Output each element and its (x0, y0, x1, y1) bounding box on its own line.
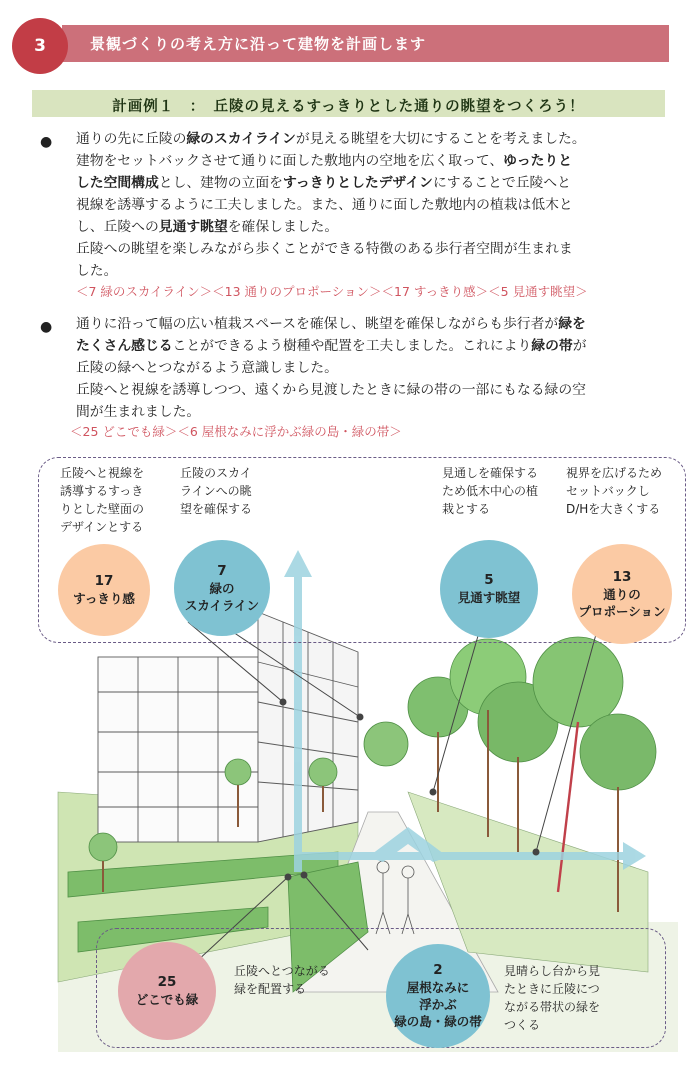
paragraph-line (76, 401, 666, 423)
circle-number: 2 (433, 962, 443, 978)
paragraph-2-tags: ＜25 どこでも緑＞＜6 屋根なみに浮かぶ緑の島・緑の帯＞ (70, 424, 402, 439)
arrow-right-icon (298, 852, 628, 860)
circle-17 (58, 544, 150, 636)
emphasis-text: すっきりとしたデザイン (282, 175, 433, 191)
circle-number: 5 (484, 572, 494, 588)
circle-25 (118, 942, 216, 1040)
circle-13 (572, 544, 672, 644)
emphasis-text: たくさん感じる (76, 338, 173, 354)
circle-number: 13 (612, 568, 632, 585)
circle-label: どこでも緑 (135, 992, 199, 1007)
circle-label: 通りの (603, 586, 641, 602)
circle-label: すっきり感 (73, 591, 135, 606)
section-title: 景観づくりの考え方に沿って建物を計画します (90, 35, 427, 53)
body-text: とし、建物の立面を (158, 175, 283, 191)
building-sketch (98, 612, 358, 842)
paragraph-1-tags: ＜7 緑のスカイライン＞＜13 通りのプロポーション＞＜17 すっきり感＞＜5 見通す眺望＞ (76, 284, 588, 299)
body-text: し、丘陵への (76, 219, 159, 235)
note-line: デザインとする (60, 520, 144, 534)
streetscape-figure (38, 452, 694, 1052)
note-line: 望を確保する (180, 502, 253, 516)
note-line: 見通しを確保する (442, 466, 539, 480)
paragraph-line (76, 194, 666, 216)
section-number-badge: 3 (12, 18, 68, 74)
body-text: 通りに沿って幅の広い植栽スペースを確保し、眺望を確保しながらも歩行者が (76, 316, 559, 332)
note-13 (566, 464, 662, 518)
circle-number: 7 (217, 562, 227, 579)
note-line: 栽とする (442, 502, 491, 516)
circle-number: 25 (157, 974, 177, 990)
note-line: つくる (504, 1018, 541, 1032)
circle-label: スカイライン (184, 597, 260, 613)
paragraph-2 (76, 313, 666, 423)
note-line: 丘陵へとつながる (234, 964, 330, 978)
note-2 (504, 962, 600, 1034)
example-title: 計画例１ ： 丘陵の見えるすっきりとした通りの眺望をつくろう！ (112, 99, 585, 115)
bullet-1: ● (40, 134, 53, 150)
circle-5 (440, 540, 538, 638)
body-text: 通りの先に丘陵の (76, 131, 187, 147)
note-17 (60, 464, 144, 536)
body-text: が (572, 338, 587, 354)
circle-label: 緑の (209, 580, 235, 596)
body-text: 視線を誘導するように工夫しました。また、通りに面した敷地内の植栽は低木と (76, 197, 573, 213)
note-line: 丘陵へと視線を (60, 466, 145, 480)
note-line: ながる帯状の緑を (504, 1000, 601, 1014)
paragraph-line (76, 128, 666, 150)
note-line: りとした壁面の (60, 502, 145, 516)
body-text: 丘陵へと視線を誘導しつつ、遠くから見渡したときに緑の帯の一部にもなる緑の空 (76, 382, 586, 398)
note-line: 丘陵のスカイ (180, 466, 252, 480)
paragraph-line (76, 379, 666, 401)
arrow-right-icon-head (623, 842, 646, 870)
circle-label: 緑の島・緑の帯 (394, 1014, 482, 1029)
paragraph-line (76, 216, 666, 238)
emphasis-text: 緑を (558, 316, 586, 332)
note-line: ため低木中心の植 (442, 484, 539, 498)
circle-label: 浮かぶ (419, 997, 457, 1012)
emphasis-text: した空間構成 (76, 175, 159, 191)
circle-7 (174, 540, 270, 636)
note-line: D/Hを大きくする (566, 502, 661, 516)
circle-label: 屋根なみに (406, 980, 470, 995)
body-text: した。 (76, 263, 118, 279)
circle-2 (386, 944, 490, 1048)
circle-label: プロポーション (578, 603, 666, 619)
paragraph-line (76, 357, 666, 379)
emphasis-text: 緑の帯 (531, 338, 573, 354)
paragraph-1 (76, 128, 666, 282)
note-line: ラインへの眺 (180, 484, 252, 498)
circle-number: 17 (94, 573, 114, 589)
note-line: たときに丘陵につ (504, 982, 600, 996)
body-text: 建物をセットバックさせて通りに面した敷地内の空地を広く取って、 (76, 153, 504, 169)
note-25 (234, 962, 330, 998)
note-line: 誘導するすっき (60, 484, 144, 498)
paragraph-line (76, 313, 666, 335)
emphasis-text: 見通す眺望 (158, 219, 228, 235)
section-header (12, 18, 692, 74)
note-line: セットバックし (566, 484, 650, 498)
body-text: を確保しました。 (227, 219, 339, 235)
body-text: 間が生まれました。 (76, 404, 201, 420)
body-text: にすることで丘陵へと (432, 175, 571, 191)
body-text: 丘陵への眺望を楽しみながら歩くことができる特徴のある歩行者空間が生まれま (76, 241, 573, 257)
paragraph-line (76, 238, 666, 260)
paragraph-line (76, 335, 666, 357)
note-5 (442, 464, 538, 518)
paragraph-line (76, 150, 666, 172)
body-text: 丘陵の緑へとつながるよう意識しました。 (76, 360, 338, 376)
note-line: 緑を配置する (234, 982, 307, 996)
emphasis-text: 緑のスカイライン (186, 131, 296, 147)
example-heading-bar (32, 90, 665, 117)
emphasis-text: ゆったりと (503, 153, 573, 169)
note-line: 見晴らし台から見 (504, 964, 601, 978)
note-7 (180, 464, 252, 518)
body-text: が見える眺望を大切にすることを考えました。 (295, 131, 586, 147)
body-text: ことができるよう樹種や配置を工夫しました。これにより (172, 338, 532, 354)
paragraph-line (76, 172, 666, 194)
note-line: 視界を広げるため (566, 466, 663, 480)
paragraph-line (76, 260, 666, 282)
bullet-2: ● (40, 319, 53, 335)
circle-label: 見通す眺望 (457, 590, 521, 605)
